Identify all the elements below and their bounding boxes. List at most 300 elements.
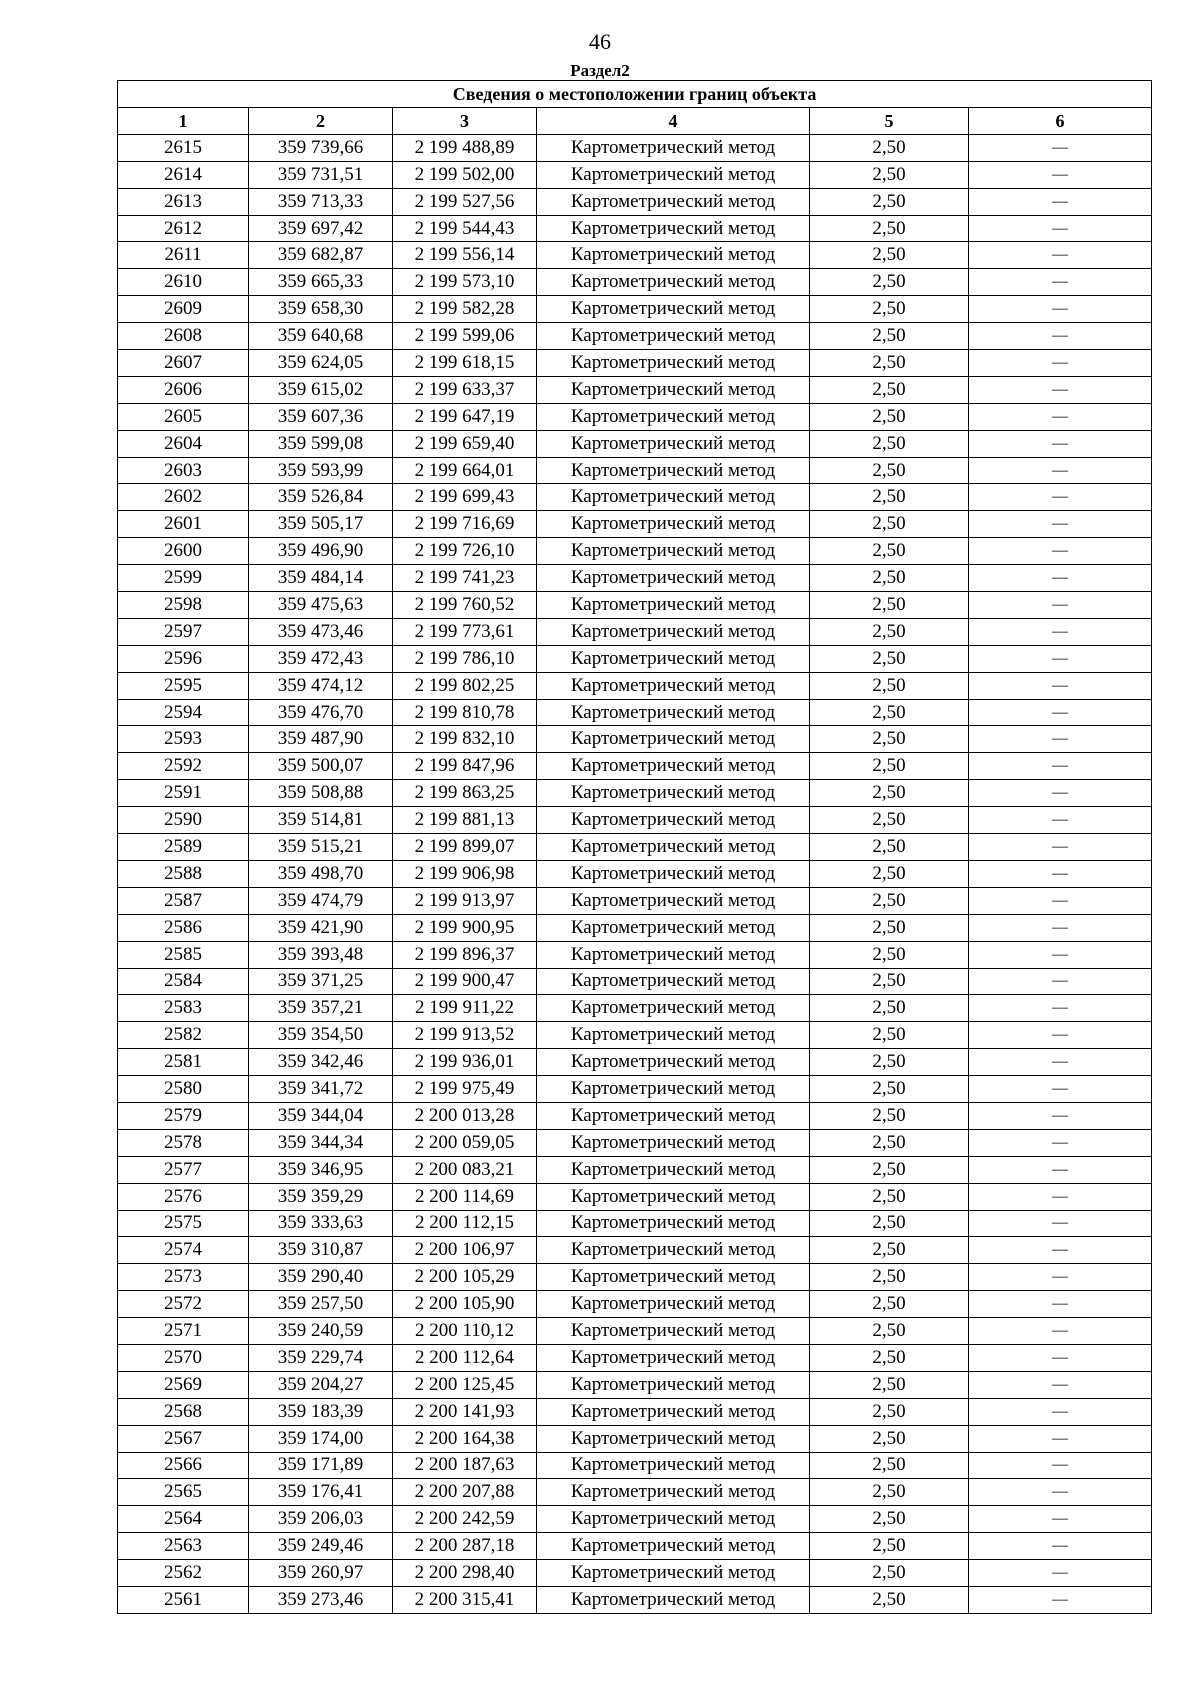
y-coordinate-cell: 2 200 105,29 [393, 1264, 537, 1291]
y-coordinate-cell: 2 200 083,21 [393, 1156, 537, 1183]
table-row [118, 941, 1152, 968]
y-coordinate-cell: 2 199 936,01 [393, 1049, 537, 1076]
y-coordinate-cell: 2 199 896,37 [393, 941, 537, 968]
method-cell: Картометрический метод [537, 1586, 810, 1613]
accuracy-cell: 2,50 [810, 376, 969, 403]
method-cell: Картометрический метод [537, 457, 810, 484]
accuracy-cell: 2,50 [810, 457, 969, 484]
method-cell: Картометрический метод [537, 699, 810, 726]
point-number-cell: 2583 [118, 995, 249, 1022]
x-coordinate-cell: 359 472,43 [249, 645, 393, 672]
method-cell: Картометрический метод [537, 645, 810, 672]
accuracy-cell: 2,50 [810, 1049, 969, 1076]
table-row [118, 376, 1152, 403]
y-coordinate-cell: 2 199 847,96 [393, 753, 537, 780]
accuracy-cell: 2,50 [810, 565, 969, 592]
x-coordinate-cell: 359 171,89 [249, 1452, 393, 1479]
column-header: 6 [969, 108, 1152, 135]
x-coordinate-cell: 359 475,63 [249, 592, 393, 619]
description-cell: — [969, 941, 1152, 968]
x-coordinate-cell: 359 739,66 [249, 134, 393, 161]
description-cell: — [969, 1076, 1152, 1103]
x-coordinate-cell: 359 344,04 [249, 1102, 393, 1129]
table-row [118, 1398, 1152, 1425]
y-coordinate-cell: 2 199 726,10 [393, 538, 537, 565]
accuracy-cell: 2,50 [810, 1344, 969, 1371]
point-number-cell: 2575 [118, 1210, 249, 1237]
y-coordinate-cell: 2 199 760,52 [393, 592, 537, 619]
x-coordinate-cell: 359 731,51 [249, 161, 393, 188]
point-number-cell: 2567 [118, 1425, 249, 1452]
accuracy-cell: 2,50 [810, 753, 969, 780]
y-coordinate-cell: 2 200 059,05 [393, 1129, 537, 1156]
y-coordinate-cell: 2 199 716,69 [393, 511, 537, 538]
point-number-cell: 2586 [118, 914, 249, 941]
accuracy-cell: 2,50 [810, 618, 969, 645]
y-coordinate-cell: 2 199 810,78 [393, 699, 537, 726]
y-coordinate-cell: 2 199 863,25 [393, 780, 537, 807]
accuracy-cell: 2,50 [810, 1586, 969, 1613]
point-number-cell: 2569 [118, 1371, 249, 1398]
table-row [118, 887, 1152, 914]
x-coordinate-cell: 359 371,25 [249, 968, 393, 995]
table-row [118, 834, 1152, 861]
table-row [118, 1506, 1152, 1533]
point-number-cell: 2561 [118, 1586, 249, 1613]
table-row [118, 215, 1152, 242]
x-coordinate-cell: 359 273,46 [249, 1586, 393, 1613]
section-title: Раздел2 [570, 61, 630, 80]
table-row [118, 1102, 1152, 1129]
accuracy-cell: 2,50 [810, 1102, 969, 1129]
x-coordinate-cell: 359 713,33 [249, 188, 393, 215]
method-cell: Картометрический метод [537, 1049, 810, 1076]
accuracy-cell: 2,50 [810, 968, 969, 995]
table-row [118, 1533, 1152, 1560]
point-number-cell: 2576 [118, 1183, 249, 1210]
accuracy-cell: 2,50 [810, 1129, 969, 1156]
point-number-cell: 2605 [118, 403, 249, 430]
method-cell: Картометрический метод [537, 1425, 810, 1452]
table-row [118, 1371, 1152, 1398]
description-cell: — [969, 457, 1152, 484]
x-coordinate-cell: 359 341,72 [249, 1076, 393, 1103]
x-coordinate-cell: 359 593,99 [249, 457, 393, 484]
accuracy-cell: 2,50 [810, 215, 969, 242]
accuracy-cell: 2,50 [810, 1371, 969, 1398]
x-coordinate-cell: 359 310,87 [249, 1237, 393, 1264]
y-coordinate-cell: 2 200 187,63 [393, 1452, 537, 1479]
table-row [118, 403, 1152, 430]
point-number-cell: 2606 [118, 376, 249, 403]
method-cell: Картометрический метод [537, 618, 810, 645]
point-number-cell: 2562 [118, 1560, 249, 1587]
table-row [118, 914, 1152, 941]
table-row [118, 484, 1152, 511]
description-cell: — [969, 565, 1152, 592]
x-coordinate-cell: 359 500,07 [249, 753, 393, 780]
accuracy-cell: 2,50 [810, 269, 969, 296]
point-number-cell: 2594 [118, 699, 249, 726]
y-coordinate-cell: 2 200 125,45 [393, 1371, 537, 1398]
table-row [118, 1586, 1152, 1613]
x-coordinate-cell: 359 290,40 [249, 1264, 393, 1291]
x-coordinate-cell: 359 346,95 [249, 1156, 393, 1183]
point-number-cell: 2574 [118, 1237, 249, 1264]
column-header: 2 [249, 108, 393, 135]
table-row [118, 134, 1152, 161]
y-coordinate-cell: 2 200 013,28 [393, 1102, 537, 1129]
table-row [118, 242, 1152, 269]
y-coordinate-cell: 2 199 913,52 [393, 1022, 537, 1049]
point-number-cell: 2580 [118, 1076, 249, 1103]
description-cell: — [969, 1291, 1152, 1318]
boundary-coordinates-table [117, 80, 1152, 1614]
method-cell: Картометрический метод [537, 941, 810, 968]
table-row [118, 699, 1152, 726]
description-cell: — [969, 1049, 1152, 1076]
table-row [118, 1452, 1152, 1479]
accuracy-cell: 2,50 [810, 134, 969, 161]
method-cell: Картометрический метод [537, 807, 810, 834]
x-coordinate-cell: 359 514,81 [249, 807, 393, 834]
y-coordinate-cell: 2 199 527,56 [393, 188, 537, 215]
description-cell: — [969, 296, 1152, 323]
y-coordinate-cell: 2 199 906,98 [393, 860, 537, 887]
description-cell: — [969, 1318, 1152, 1345]
description-cell: — [969, 161, 1152, 188]
description-cell: — [969, 1452, 1152, 1479]
accuracy-cell: 2,50 [810, 726, 969, 753]
method-cell: Картометрический метод [537, 565, 810, 592]
y-coordinate-cell: 2 199 618,15 [393, 350, 537, 377]
table-row [118, 1479, 1152, 1506]
point-number-cell: 2571 [118, 1318, 249, 1345]
accuracy-cell: 2,50 [810, 161, 969, 188]
point-number-cell: 2593 [118, 726, 249, 753]
method-cell: Картометрический метод [537, 753, 810, 780]
y-coordinate-cell: 2 199 599,06 [393, 323, 537, 350]
y-coordinate-cell: 2 199 502,00 [393, 161, 537, 188]
table-row [118, 1318, 1152, 1345]
point-number-cell: 2607 [118, 350, 249, 377]
x-coordinate-cell: 359 333,63 [249, 1210, 393, 1237]
method-cell: Картометрический метод [537, 161, 810, 188]
y-coordinate-cell: 2 200 164,38 [393, 1425, 537, 1452]
x-coordinate-cell: 359 640,68 [249, 323, 393, 350]
description-cell: — [969, 834, 1152, 861]
accuracy-cell: 2,50 [810, 188, 969, 215]
description-cell: — [969, 1533, 1152, 1560]
method-cell: Картометрический метод [537, 887, 810, 914]
table-row [118, 780, 1152, 807]
description-cell: — [969, 618, 1152, 645]
method-cell: Картометрический метод [537, 538, 810, 565]
method-cell: Картометрический метод [537, 1479, 810, 1506]
x-coordinate-cell: 359 599,08 [249, 430, 393, 457]
point-number-cell: 2564 [118, 1506, 249, 1533]
point-number-cell: 2602 [118, 484, 249, 511]
method-cell: Картометрический метод [537, 350, 810, 377]
method-cell: Картометрический метод [537, 1506, 810, 1533]
method-cell: Картометрический метод [537, 1398, 810, 1425]
description-cell: — [969, 1264, 1152, 1291]
accuracy-cell: 2,50 [810, 1022, 969, 1049]
description-cell: — [969, 1237, 1152, 1264]
accuracy-cell: 2,50 [810, 1076, 969, 1103]
method-cell: Картометрический метод [537, 1371, 810, 1398]
description-cell: — [969, 753, 1152, 780]
x-coordinate-cell: 359 515,21 [249, 834, 393, 861]
x-coordinate-cell: 359 176,41 [249, 1479, 393, 1506]
method-cell: Картометрический метод [537, 403, 810, 430]
accuracy-cell: 2,50 [810, 1210, 969, 1237]
accuracy-cell: 2,50 [810, 592, 969, 619]
point-number-cell: 2584 [118, 968, 249, 995]
description-cell: — [969, 215, 1152, 242]
y-coordinate-cell: 2 199 786,10 [393, 645, 537, 672]
y-coordinate-cell: 2 199 975,49 [393, 1076, 537, 1103]
y-coordinate-cell: 2 200 141,93 [393, 1398, 537, 1425]
description-cell: — [969, 430, 1152, 457]
accuracy-cell: 2,50 [810, 887, 969, 914]
accuracy-cell: 2,50 [810, 350, 969, 377]
x-coordinate-cell: 359 658,30 [249, 296, 393, 323]
y-coordinate-cell: 2 199 911,22 [393, 995, 537, 1022]
point-number-cell: 2581 [118, 1049, 249, 1076]
accuracy-cell: 2,50 [810, 323, 969, 350]
y-coordinate-cell: 2 200 105,90 [393, 1291, 537, 1318]
method-cell: Картометрический метод [537, 726, 810, 753]
method-cell: Картометрический метод [537, 1533, 810, 1560]
accuracy-cell: 2,50 [810, 1318, 969, 1345]
point-number-cell: 2578 [118, 1129, 249, 1156]
description-cell: — [969, 699, 1152, 726]
point-number-cell: 2572 [118, 1291, 249, 1318]
point-number-cell: 2588 [118, 860, 249, 887]
x-coordinate-cell: 359 357,21 [249, 995, 393, 1022]
point-number-cell: 2604 [118, 430, 249, 457]
y-coordinate-cell: 2 200 114,69 [393, 1183, 537, 1210]
point-number-cell: 2579 [118, 1102, 249, 1129]
description-cell: — [969, 242, 1152, 269]
y-coordinate-cell: 2 199 664,01 [393, 457, 537, 484]
y-coordinate-cell: 2 200 315,41 [393, 1586, 537, 1613]
y-coordinate-cell: 2 199 900,47 [393, 968, 537, 995]
x-coordinate-cell: 359 354,50 [249, 1022, 393, 1049]
point-number-cell: 2585 [118, 941, 249, 968]
method-cell: Картометрический метод [537, 1318, 810, 1345]
table-row [118, 188, 1152, 215]
x-coordinate-cell: 359 359,29 [249, 1183, 393, 1210]
method-cell: Картометрический метод [537, 1183, 810, 1210]
description-cell: — [969, 887, 1152, 914]
point-number-cell: 2609 [118, 296, 249, 323]
accuracy-cell: 2,50 [810, 941, 969, 968]
description-cell: — [969, 1398, 1152, 1425]
description-cell: — [969, 968, 1152, 995]
table-row [118, 430, 1152, 457]
accuracy-cell: 2,50 [810, 914, 969, 941]
description-cell: — [969, 188, 1152, 215]
table-row [118, 1425, 1152, 1452]
table-row [118, 1183, 1152, 1210]
method-cell: Картометрический метод [537, 1102, 810, 1129]
point-number-cell: 2597 [118, 618, 249, 645]
y-coordinate-cell: 2 199 544,43 [393, 215, 537, 242]
accuracy-cell: 2,50 [810, 995, 969, 1022]
accuracy-cell: 2,50 [810, 807, 969, 834]
description-cell: — [969, 807, 1152, 834]
description-cell: — [969, 1560, 1152, 1587]
description-cell: — [969, 914, 1152, 941]
table-row [118, 1076, 1152, 1103]
x-coordinate-cell: 359 474,12 [249, 672, 393, 699]
method-cell: Картометрический метод [537, 860, 810, 887]
y-coordinate-cell: 2 199 899,07 [393, 834, 537, 861]
x-coordinate-cell: 359 260,97 [249, 1560, 393, 1587]
x-coordinate-cell: 359 487,90 [249, 726, 393, 753]
table-row [118, 1156, 1152, 1183]
x-coordinate-cell: 359 240,59 [249, 1318, 393, 1345]
column-header: 5 [810, 108, 969, 135]
point-number-cell: 2590 [118, 807, 249, 834]
accuracy-cell: 2,50 [810, 834, 969, 861]
method-cell: Картометрический метод [537, 1156, 810, 1183]
method-cell: Картометрический метод [537, 1291, 810, 1318]
table-row [118, 161, 1152, 188]
x-coordinate-cell: 359 476,70 [249, 699, 393, 726]
y-coordinate-cell: 2 199 582,28 [393, 296, 537, 323]
x-coordinate-cell: 359 204,27 [249, 1371, 393, 1398]
x-coordinate-cell: 359 682,87 [249, 242, 393, 269]
y-coordinate-cell: 2 199 488,89 [393, 134, 537, 161]
description-cell: — [969, 860, 1152, 887]
y-coordinate-cell: 2 199 881,13 [393, 807, 537, 834]
x-coordinate-cell: 359 421,90 [249, 914, 393, 941]
y-coordinate-cell: 2 200 112,15 [393, 1210, 537, 1237]
x-coordinate-cell: 359 498,70 [249, 860, 393, 887]
y-coordinate-cell: 2 199 556,14 [393, 242, 537, 269]
table-row [118, 1344, 1152, 1371]
x-coordinate-cell: 359 474,79 [249, 887, 393, 914]
method-cell: Картометрический метод [537, 134, 810, 161]
table-row [118, 860, 1152, 887]
table-row [118, 618, 1152, 645]
description-cell: — [969, 1371, 1152, 1398]
table-header-row [118, 108, 1152, 135]
accuracy-cell: 2,50 [810, 1398, 969, 1425]
point-number-cell: 2570 [118, 1344, 249, 1371]
x-coordinate-cell: 359 183,39 [249, 1398, 393, 1425]
method-cell: Картометрический метод [537, 1022, 810, 1049]
y-coordinate-cell: 2 199 832,10 [393, 726, 537, 753]
accuracy-cell: 2,50 [810, 1237, 969, 1264]
table-row [118, 1237, 1152, 1264]
table-row [118, 645, 1152, 672]
table-row [118, 726, 1152, 753]
x-coordinate-cell: 359 473,46 [249, 618, 393, 645]
method-cell: Картометрический метод [537, 968, 810, 995]
table-row [118, 1022, 1152, 1049]
table-row [118, 1129, 1152, 1156]
y-coordinate-cell: 2 200 287,18 [393, 1533, 537, 1560]
x-coordinate-cell: 359 526,84 [249, 484, 393, 511]
accuracy-cell: 2,50 [810, 780, 969, 807]
point-number-cell: 2573 [118, 1264, 249, 1291]
accuracy-cell: 2,50 [810, 296, 969, 323]
table-row [118, 1210, 1152, 1237]
y-coordinate-cell: 2 200 298,40 [393, 1560, 537, 1587]
method-cell: Картометрический метод [537, 592, 810, 619]
point-number-cell: 2589 [118, 834, 249, 861]
accuracy-cell: 2,50 [810, 672, 969, 699]
description-cell: — [969, 484, 1152, 511]
point-number-cell: 2612 [118, 215, 249, 242]
x-coordinate-cell: 359 344,34 [249, 1129, 393, 1156]
description-cell: — [969, 511, 1152, 538]
method-cell: Картометрический метод [537, 296, 810, 323]
x-coordinate-cell: 359 665,33 [249, 269, 393, 296]
description-cell: — [969, 1129, 1152, 1156]
method-cell: Картометрический метод [537, 1129, 810, 1156]
column-header: 4 [537, 108, 810, 135]
point-number-cell: 2615 [118, 134, 249, 161]
x-coordinate-cell: 359 615,02 [249, 376, 393, 403]
table-title: Сведения о местоположении границ объекта [118, 81, 1152, 108]
point-number-cell: 2601 [118, 511, 249, 538]
x-coordinate-cell: 359 496,90 [249, 538, 393, 565]
method-cell: Картометрический метод [537, 269, 810, 296]
accuracy-cell: 2,50 [810, 1506, 969, 1533]
method-cell: Картометрический метод [537, 1210, 810, 1237]
accuracy-cell: 2,50 [810, 1264, 969, 1291]
point-number-cell: 2577 [118, 1156, 249, 1183]
method-cell: Картометрический метод [537, 188, 810, 215]
column-header: 3 [393, 108, 537, 135]
x-coordinate-cell: 359 508,88 [249, 780, 393, 807]
table-row [118, 1291, 1152, 1318]
method-cell: Картометрический метод [537, 1344, 810, 1371]
method-cell: Картометрический метод [537, 834, 810, 861]
x-coordinate-cell: 359 257,50 [249, 1291, 393, 1318]
table-row [118, 1264, 1152, 1291]
accuracy-cell: 2,50 [810, 511, 969, 538]
method-cell: Картометрический метод [537, 780, 810, 807]
description-cell: — [969, 1425, 1152, 1452]
accuracy-cell: 2,50 [810, 699, 969, 726]
table-row [118, 807, 1152, 834]
point-number-cell: 2599 [118, 565, 249, 592]
table-row [118, 538, 1152, 565]
x-coordinate-cell: 359 206,03 [249, 1506, 393, 1533]
accuracy-cell: 2,50 [810, 242, 969, 269]
description-cell: — [969, 269, 1152, 296]
x-coordinate-cell: 359 484,14 [249, 565, 393, 592]
accuracy-cell: 2,50 [810, 1425, 969, 1452]
table-row [118, 672, 1152, 699]
x-coordinate-cell: 359 697,42 [249, 215, 393, 242]
y-coordinate-cell: 2 200 110,12 [393, 1318, 537, 1345]
point-number-cell: 2565 [118, 1479, 249, 1506]
description-cell: — [969, 645, 1152, 672]
description-cell: — [969, 134, 1152, 161]
method-cell: Картометрический метод [537, 1452, 810, 1479]
y-coordinate-cell: 2 200 207,88 [393, 1479, 537, 1506]
description-cell: — [969, 323, 1152, 350]
accuracy-cell: 2,50 [810, 645, 969, 672]
method-cell: Картометрический метод [537, 672, 810, 699]
